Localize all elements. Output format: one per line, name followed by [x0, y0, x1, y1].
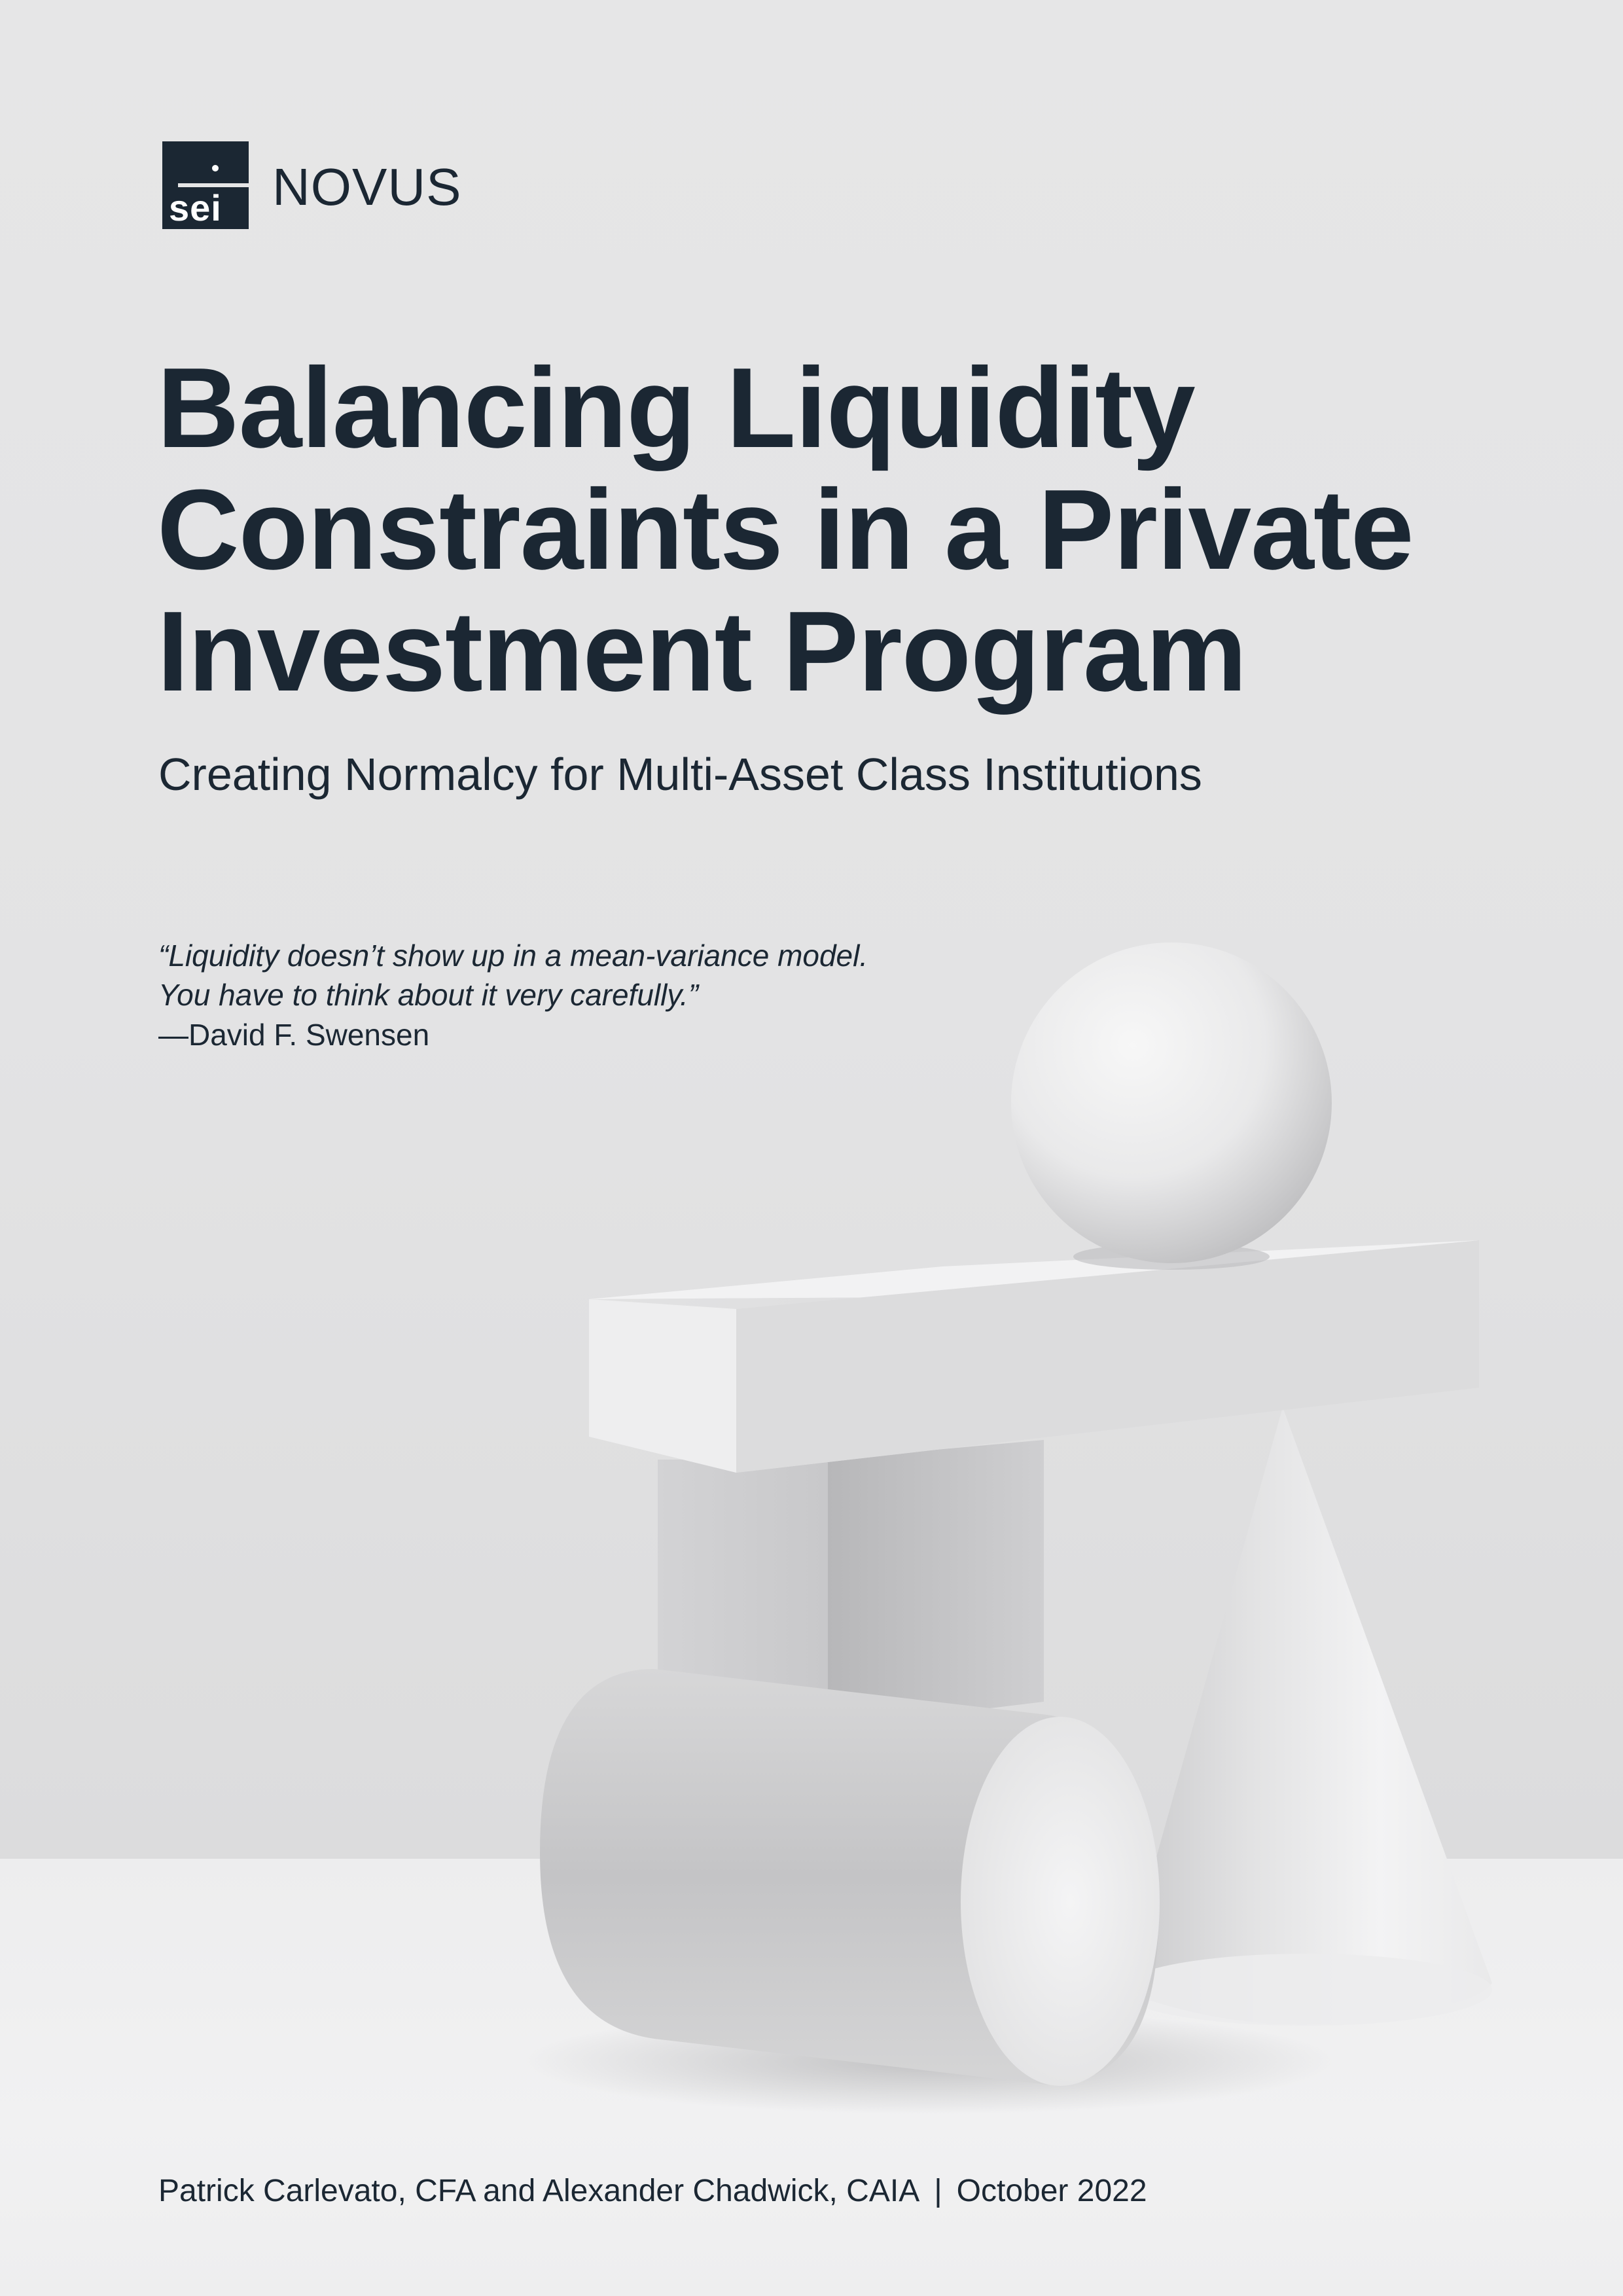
sphere-shape	[1011, 942, 1332, 1270]
cylinder-shape	[540, 1669, 1160, 2086]
title-line-3: Investment Program	[157, 587, 1247, 715]
author-date-line	[158, 2170, 1147, 2212]
authors: Patrick Carlevato, CFA and Alexander Chadwick, CAIA	[158, 2174, 920, 2208]
publication-date: October 2022	[956, 2174, 1147, 2208]
page-subtitle: Creating Normalcy for Multi-Asset Class Institutions	[158, 749, 1202, 800]
footer-separator: |	[934, 2174, 942, 2208]
quote-line-1: “Liquidity doesn’t show up in a mean-variance model.	[158, 939, 868, 973]
page-title	[157, 344, 1531, 715]
title-line-1: Balancing Liquidity	[157, 344, 1195, 471]
sei-logo-mark	[162, 141, 249, 229]
balanced-shapes-illustration	[510, 916, 1531, 2121]
logo-dot	[212, 165, 219, 171]
quote-line-2: You have to think about it very carefully.”	[158, 978, 699, 1012]
title-line-2: Constraints in a Private	[157, 465, 1414, 593]
cone-shape	[1119, 1407, 1492, 2026]
beam-shape	[589, 1240, 1479, 1473]
quote-attribution: —David F. Swensen	[158, 1018, 430, 1052]
brand-name: NOVUS	[272, 158, 462, 216]
logo-mark-text: sei	[169, 187, 222, 228]
